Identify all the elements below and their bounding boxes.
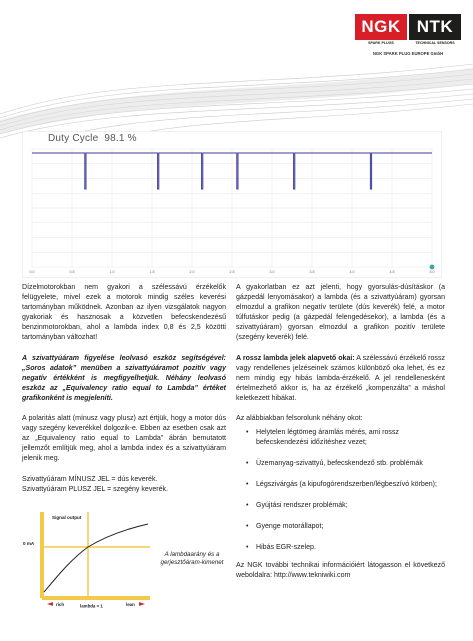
x-tick-label: 3.0: [269, 270, 275, 274]
minus-signal-line: Szivattyúáram MÍNUSZ JEL = dús keverék.: [22, 475, 158, 483]
list-item: • Üzemanyag-szivattyú, befecskendező stb. problémák: [246, 459, 445, 469]
chart-title: [48, 133, 137, 144]
causes-heading: A rossz lambda jelek alapvető okai:: [236, 354, 355, 362]
duty-cycle-chart: [22, 131, 442, 278]
practice-paragraph: A gyakorlatban ez azt jelenti, hogy gyorsulás-dúsításkor (a gázpedál lenyomásakor) a lambda (és a szivattyúáram) gyorsan elmozdul a grafikon negatív területe (dús keverék) felé, a motor túlfutáskor pedig (a gázpedál felengedésekor), a lambda (és a szivattyúáram) gyorsan elmozdul a grafikon pozitív területe (szegény keverék) felé.: [236, 284, 445, 342]
x-tick-label: 3.5: [309, 270, 315, 274]
plus-signal-line: Szivattyúáram PLUSZ JEL = szegény keverék.: [22, 485, 169, 493]
causes-body: A szélessávú érzékelő rossz vagy rendellenes jelzéseinek számos különböző oka lehet, és ez nem mindig egy hibás lambda-érzékelő. A jel rendellenesként értelmezhető akkor is, ha az érzékelő „kompenzálta” a máshol keletkezett hibákat.: [236, 354, 445, 402]
ngk-subtitle: SPARK PLUGS: [368, 41, 394, 45]
decorative-swoosh: [0, 44, 473, 144]
x-tick-label: 2.0: [189, 270, 195, 274]
chart-end-marker: [430, 265, 435, 270]
list-item: • Helytelen légtömeg áramlás mérés, ami rossz befecskendezési időzítéshez vezet;: [246, 428, 445, 448]
ngk-logo-box: NGK: [355, 14, 407, 40]
list-item: • Gyenge motorállapot;: [246, 522, 445, 532]
x-tick-label: 2.5: [229, 270, 235, 274]
list-item: • Gyújtási rendszer problémák;: [246, 501, 445, 511]
ntk-subtitle: TECHNICAL SENSORS: [415, 41, 455, 45]
x-tick-label: 0.0: [29, 270, 35, 274]
chart-title-value: 98.1 %: [104, 133, 137, 144]
x-tick-label: 5.0: [429, 270, 435, 274]
lean-arrow-icon: [139, 602, 145, 606]
closing-paragraph: Az NGK további technikai információiért látogasson el következő weboldalra: http://www.tekniwiki.com: [236, 562, 445, 580]
x-tick-label: 1.5: [149, 270, 155, 274]
polarity-paragraph: A polaritás alatt (mínusz vagy plusz) azt értjük, hogy a motor dús vagy szegény keverékkel dolgozik-e. Ebben az esetben csak azt az „Equivalency ratio equal to Lambda” ábrán bemutatott jellemzőt említjük meg, ahol a lambda index és a szivattyúáram jelenik meg.: [22, 415, 226, 463]
scan-tool-paragraph: A szivattyúáram figyelése leolvasó eszköz segítségével: „Soros adatok” menüben a szivattyúáramot pozitív vagy negatív értékként is megfigyelhetjük. Néhány leolvasó eszköz az „Equivalency ratio equal to Lambda” értéket grafikonként is megjeleníti.: [22, 354, 226, 402]
ntk-logo-box: NTK: [409, 14, 461, 40]
diagram-caption: A lambdaarány és a gerjesztőáram-kimenet: [160, 551, 224, 566]
right-text-column: [236, 283, 445, 581]
x-tick-label: 4.0: [349, 270, 355, 274]
company-name: NGK SPARK PLUG EUROPE GmbH: [372, 51, 444, 56]
x-tick-label: 1.0: [109, 270, 115, 274]
rich-label: rich: [56, 602, 65, 607]
list-intro: Az alábbiakban felsorolunk néhány okot:: [236, 415, 363, 423]
causes-paragraph: [236, 354, 445, 404]
diagram-curve: [44, 524, 148, 592]
chart-title-label: Duty Cycle: [48, 133, 99, 144]
left-text-column: [22, 283, 226, 495]
intro-paragraph: Dízelmotorokban nem gyakori a szélessávú érzékelők felügyelete, mivel ezek a motorok mindig széles keverési tartományban működnek. Azonban az ilyen vizsgálatok nagyon gyakoriak és hasznosak a közvetlen befecskendezésű benzinmotorokban, ahol a lambda index 0,8 és 2,5 közötti tartományban változhat!: [22, 284, 226, 342]
lean-label: lean: [126, 602, 135, 607]
x-tick-label: 0.5: [69, 270, 75, 274]
x-tick-label: 4.5: [389, 270, 395, 274]
signal-output-label: Signal output: [52, 515, 82, 520]
list-item: • Légszivárgás (a kipufogórendszerben/légbeszívó körben);: [246, 480, 445, 490]
rich-arrow-icon: [47, 602, 53, 606]
lambda-one-label: lambda = 1: [80, 603, 103, 608]
list-item: • Hibás EGR-szelep.: [246, 543, 445, 553]
zero-ma-label: 0 mA: [23, 541, 35, 546]
causes-list: [236, 428, 445, 553]
